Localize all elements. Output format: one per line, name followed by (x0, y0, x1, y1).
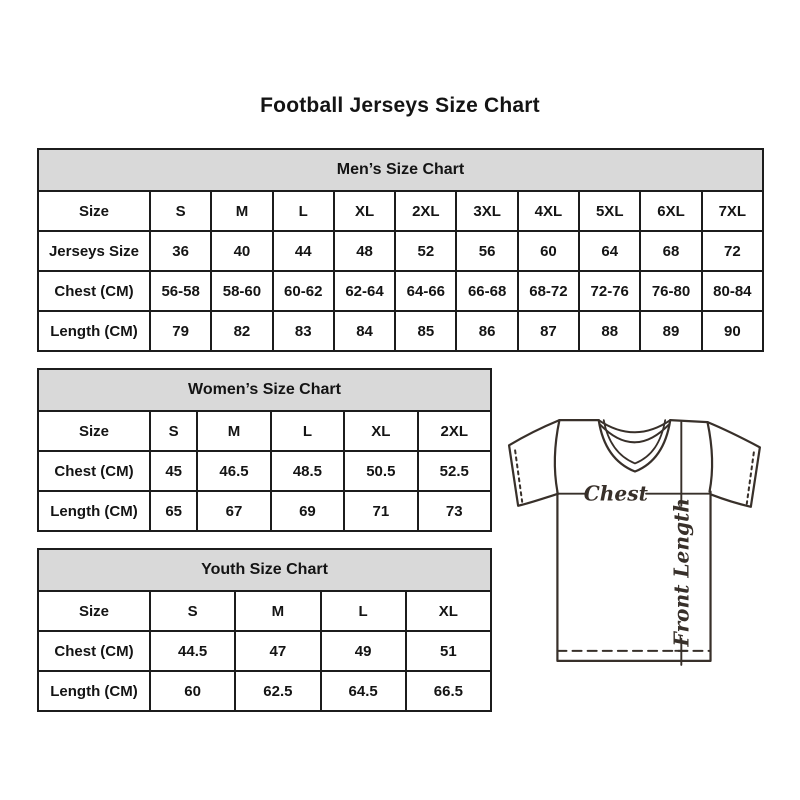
mens-table-title-row (38, 149, 763, 191)
value-cell: S (150, 591, 235, 631)
value-cell: 73 (418, 491, 491, 531)
value-cell: 62.5 (235, 671, 320, 711)
jersey-collar-back-arc (599, 420, 671, 432)
youth-table-title: Youth Size Chart (38, 549, 491, 591)
table-row (38, 411, 491, 451)
value-cell: 68-72 (518, 271, 579, 311)
value-cell: 80-84 (702, 271, 763, 311)
table-row (38, 271, 763, 311)
value-cell: XL (334, 191, 395, 231)
value-cell: 82 (211, 311, 272, 351)
value-cell: 84 (334, 311, 395, 351)
value-cell: 56 (456, 231, 517, 271)
front-length-label: Front Length (669, 498, 694, 647)
mens-table-title: Men’s Size Chart (38, 149, 763, 191)
value-cell: XL (406, 591, 491, 631)
value-cell: 90 (702, 311, 763, 351)
value-cell: 76-80 (640, 271, 701, 311)
jersey-left-sleeve (509, 420, 559, 506)
value-cell: 83 (273, 311, 334, 351)
value-cell: 87 (518, 311, 579, 351)
page-title: Football Jerseys Size Chart (260, 94, 540, 117)
value-cell: 60-62 (273, 271, 334, 311)
row-label-cell: Size (38, 191, 150, 231)
chest-label: Chest (583, 481, 648, 506)
womens-table-title: Women’s Size Chart (38, 369, 491, 411)
value-cell: M (197, 411, 270, 451)
value-cell: 3XL (456, 191, 517, 231)
value-cell: 48.5 (271, 451, 344, 491)
value-cell: 88 (579, 311, 640, 351)
value-cell: 36 (150, 231, 211, 271)
jersey-left-seam (555, 420, 560, 492)
table-row (38, 591, 491, 631)
value-cell: 56-58 (150, 271, 211, 311)
row-label-cell: Chest (CM) (38, 631, 150, 671)
value-cell: 71 (344, 491, 417, 531)
mens-size-table (37, 148, 764, 352)
value-cell: L (271, 411, 344, 451)
jersey-shoulders (559, 420, 707, 422)
row-label-cell: Length (CM) (38, 491, 150, 531)
womens-table-title-row (38, 369, 491, 411)
value-cell: 72 (702, 231, 763, 271)
value-cell: 2XL (418, 411, 491, 451)
value-cell: 65 (150, 491, 197, 531)
value-cell: 44.5 (150, 631, 235, 671)
womens-size-table (37, 368, 492, 532)
jersey-measurement-diagram (501, 406, 775, 668)
value-cell: S (150, 191, 211, 231)
value-cell: 40 (211, 231, 272, 271)
value-cell: 49 (321, 631, 406, 671)
value-cell: M (235, 591, 320, 631)
value-cell: 79 (150, 311, 211, 351)
row-label-cell: Length (CM) (38, 311, 150, 351)
value-cell: 48 (334, 231, 395, 271)
youth-size-table (37, 548, 492, 712)
value-cell: 69 (271, 491, 344, 531)
table-row (38, 631, 491, 671)
row-label-cell: Size (38, 411, 150, 451)
row-label-cell: Size (38, 591, 150, 631)
value-cell: 89 (640, 311, 701, 351)
value-cell: 46.5 (197, 451, 270, 491)
value-cell: 47 (235, 631, 320, 671)
row-label-cell: Jerseys Size (38, 231, 150, 271)
table-row (38, 191, 763, 231)
value-cell: L (273, 191, 334, 231)
value-cell: 50.5 (344, 451, 417, 491)
jersey-right-seam (708, 422, 713, 492)
value-cell: 64-66 (395, 271, 456, 311)
value-cell: 52.5 (418, 451, 491, 491)
value-cell: 72-76 (579, 271, 640, 311)
value-cell: 44 (273, 231, 334, 271)
table-row (38, 491, 491, 531)
value-cell: 62-64 (334, 271, 395, 311)
value-cell: 86 (456, 311, 517, 351)
value-cell: 6XL (640, 191, 701, 231)
value-cell: 4XL (518, 191, 579, 231)
table-row (38, 451, 491, 491)
row-label-cell: Length (CM) (38, 671, 150, 711)
value-cell: 52 (395, 231, 456, 271)
row-label-cell: Chest (CM) (38, 271, 150, 311)
value-cell: XL (344, 411, 417, 451)
value-cell: 60 (518, 231, 579, 271)
value-cell: S (150, 411, 197, 451)
jersey-right-sleeve (708, 422, 760, 507)
value-cell: 85 (395, 311, 456, 351)
value-cell: 66-68 (456, 271, 517, 311)
table-row (38, 671, 491, 711)
table-row (38, 311, 763, 351)
value-cell: 5XL (579, 191, 640, 231)
value-cell: L (321, 591, 406, 631)
value-cell: 2XL (395, 191, 456, 231)
value-cell: M (211, 191, 272, 231)
youth-table-title-row (38, 549, 491, 591)
value-cell: 7XL (702, 191, 763, 231)
value-cell: 68 (640, 231, 701, 271)
value-cell: 60 (150, 671, 235, 711)
value-cell: 58-60 (211, 271, 272, 311)
value-cell: 66.5 (406, 671, 491, 711)
jersey-diagram-svg (501, 406, 775, 668)
value-cell: 51 (406, 631, 491, 671)
value-cell: 67 (197, 491, 270, 531)
value-cell: 64.5 (321, 671, 406, 711)
table-row (38, 231, 763, 271)
row-label-cell: Chest (CM) (38, 451, 150, 491)
value-cell: 45 (150, 451, 197, 491)
value-cell: 64 (579, 231, 640, 271)
